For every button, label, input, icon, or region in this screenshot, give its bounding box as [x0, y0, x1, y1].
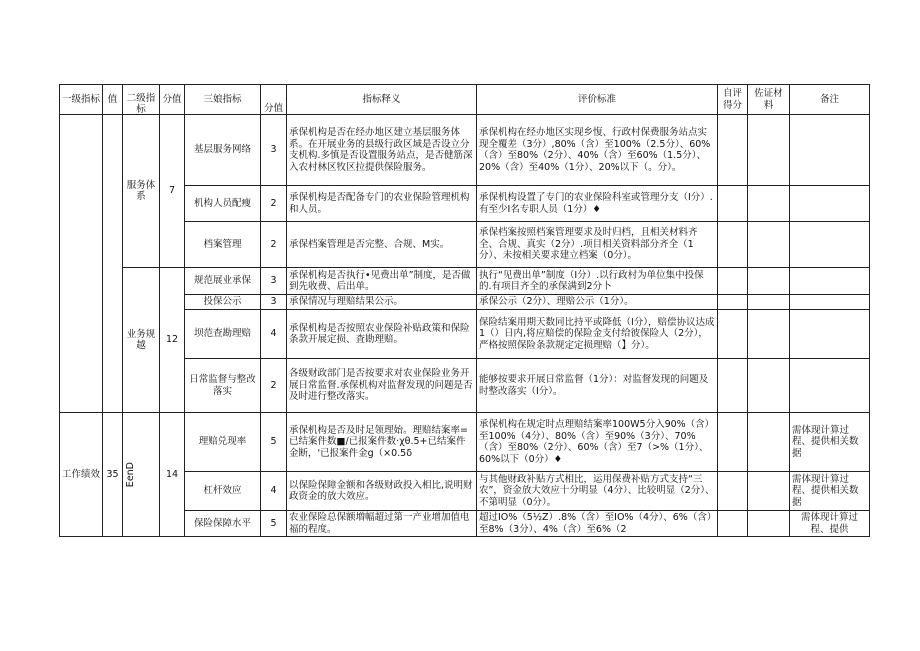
level2-perf-text: EenD [125, 461, 136, 488]
self-score-cell [718, 186, 748, 222]
self-score-cell [718, 115, 748, 186]
evidence-cell [748, 268, 790, 295]
value-cell [103, 115, 123, 413]
level3-name: 理赔兑现率 [185, 413, 261, 472]
evidence-cell [748, 186, 790, 222]
level3-score: 2 [261, 359, 287, 413]
header-self-score: 自评得分 [718, 85, 748, 115]
standard-cell: 承保档案按照档案管理要求及时归档，且相关材料齐全、合规、真实（2分）.项目相关资料部分齐全（1分）、未按相关要求建立档案（0分）。 [477, 222, 718, 268]
table-row [60, 268, 870, 295]
header-standard: 评价标准 [477, 85, 718, 115]
standard-cell: 执行“见费出单”制度（I分）.以行政村为单位集中投保的.有项目齐全的承保满到2分卜 [477, 268, 718, 295]
standard-cell: 承保公示（2分）、理赔公示（1分）。 [477, 295, 718, 310]
level3-score: 3 [261, 295, 287, 310]
definition-cell: 承保档案管理是否完整、合规、M实。 [287, 222, 477, 268]
note-cell [790, 310, 870, 359]
level2-service: 服务体系 [123, 115, 160, 268]
definition-cell: 农业保险总保额増幅超过第一产业增加值电福的程度。 [287, 511, 477, 537]
standard-cell: 保险结案用期天数同比持平或降低（I分），赔偿协议达成1（）日内,将应赔偿的保险金支付给彼保险人（2分），严格按照保险条款规定定损理赔（】分）。 [477, 310, 718, 359]
standard-cell: 能够按要求开展日常监督（1分）：对监督发现的问题及时整改落实（I分）。 [477, 359, 718, 413]
evidence-cell [748, 222, 790, 268]
table-row [60, 115, 870, 186]
level3-name: 坝范查勘理赔 [185, 310, 261, 359]
level3-score: 2 [261, 222, 287, 268]
evidence-cell [748, 359, 790, 413]
level3-score: 5 [261, 511, 287, 537]
note-cell: 需体现计算过程、提供相关数据 [790, 472, 870, 511]
self-score-cell [718, 359, 748, 413]
note-cell [790, 222, 870, 268]
definition-cell: 承保机构是否按照农业保险补贴政策和保险条款开展定损、査勘理赔。 [287, 310, 477, 359]
note-cell [790, 295, 870, 310]
note-cell [790, 359, 870, 413]
evidence-cell [748, 472, 790, 511]
evidence-cell [748, 511, 790, 537]
standard-cell: 与其他财政补贴方式相比，运用保费补贴方式支持“三农”，资金放大效应十分明显（4分）、比较明显（2分）、不第明显（0分）。 [477, 472, 718, 511]
header-level2: 二级指标 [123, 85, 160, 115]
self-score-cell [718, 310, 748, 359]
level3-name: 机构人员配瘦 [185, 186, 261, 222]
level3-score: 3 [261, 268, 287, 295]
level3-name: 基层服务网络 [185, 115, 261, 186]
evidence-cell [748, 295, 790, 310]
evidence-cell [748, 310, 790, 359]
level3-score: 4 [261, 310, 287, 359]
standard-cell: 超过IO%（5½Z）.8%（含）至IO%（4分）、6%（含）至8%（3分）、4%（含）至6%（2 [477, 511, 718, 537]
self-score-cell [718, 472, 748, 511]
self-score-cell [718, 222, 748, 268]
self-score-cell [718, 268, 748, 295]
header-value: 值 [103, 85, 123, 115]
level2-perf-score: 14 [160, 413, 185, 537]
level3-score: 4 [261, 472, 287, 511]
header-level1: 一级指标 [60, 85, 103, 115]
header-score: 分值 [160, 85, 185, 115]
level2-business-score: 12 [160, 268, 185, 413]
level1-perf: 工作绩效 [60, 413, 103, 537]
level1-cell [60, 115, 103, 413]
note-cell [790, 115, 870, 186]
level3-name: 投保公示 [185, 295, 261, 310]
evidence-cell [748, 115, 790, 186]
header-row [60, 85, 870, 115]
standard-cell: 承保机构在规定时点理赔结案率100W5分入90%（含）至100%（4分）、80%（含）至90%（3分）、70%（含）至80%（2分）、60%（含）至7（>%（1分）、60%以下（0分）♦ [477, 413, 718, 472]
note-cell [790, 268, 870, 295]
self-score-cell [718, 511, 748, 537]
table-row [60, 413, 870, 472]
header-level3: 三娘指标 [185, 85, 261, 115]
definition-cell: 承保机构是否在经办地区建立基层服务体系。在开展业务的县级行政区域是否设立分支机构.多慎是否设置服务站点，是否健筋深入农村林区牧区拉提供保险服务。 [287, 115, 477, 186]
definition-cell: 以保险保障金额和各级财政投入相比,说明财政资金的放大效应。 [287, 472, 477, 511]
level3-score: 2 [261, 186, 287, 222]
note-cell [790, 186, 870, 222]
note-cell: 需体现计算过程、提供 [790, 511, 870, 537]
standard-cell: 承保机构在经办地区实现乡愎、行政村保费服务站点实现全覆差（3分）,80%（含）至100%（2.5分）、60%（含）至80%（2分）、40%（含）至60%（1.5分）、20%（含）至40%（1分）、20%以下（。分）。 [477, 115, 718, 186]
level2-business: 业务规越 [123, 268, 160, 413]
level2-perf [123, 413, 160, 537]
definition-cell: 承保情况与理赔结果公示。 [287, 295, 477, 310]
level3-name: 日常监督与整改落实 [185, 359, 261, 413]
header-definition: 指标释义 [287, 85, 477, 115]
level3-name: 杠杆效应 [185, 472, 261, 511]
standard-cell: 承保机构设置了专门的农业保险科室或管理分支（I分）.有至少I名专职人员（1分）♦ [477, 186, 718, 222]
level3-name: 规范展业承保 [185, 268, 261, 295]
level1-perf-value: 35 [103, 413, 123, 537]
evaluation-table [59, 84, 869, 537]
level3-score: 3 [261, 115, 287, 186]
evidence-cell [748, 413, 790, 472]
header-evidence: 佐证材料 [748, 85, 790, 115]
note-cell: 需体现计算过程、提供相关数据 [790, 413, 870, 472]
level3-score: 5 [261, 413, 287, 472]
definition-cell: 承保机构是否配备专门的农业保险管理机构和人员。 [287, 186, 477, 222]
definition-cell: 承保机构是否执行•见费出单”制度，是否做到先收费、后出单。 [287, 268, 477, 295]
self-score-cell [718, 413, 748, 472]
header-score2: 分值 [261, 85, 287, 115]
level3-name: 保险保障水平 [185, 511, 261, 537]
header-note: 备注 [790, 85, 870, 115]
level2-service-score: 7 [160, 115, 185, 268]
level3-name: 档案管理 [185, 222, 261, 268]
definition-cell: 承保机构是否及时足领理始。理赔结案率=已结案件数■/已报案件数·χθ.5+已结案件金断，'已报案件金g（×0.5δ [287, 413, 477, 472]
self-score-cell [718, 295, 748, 310]
definition-cell: 各级财政部门是否按要求对农业保险业务开展日常监督.承保机构对监督发现的问题是否及时进行整改落实。 [287, 359, 477, 413]
